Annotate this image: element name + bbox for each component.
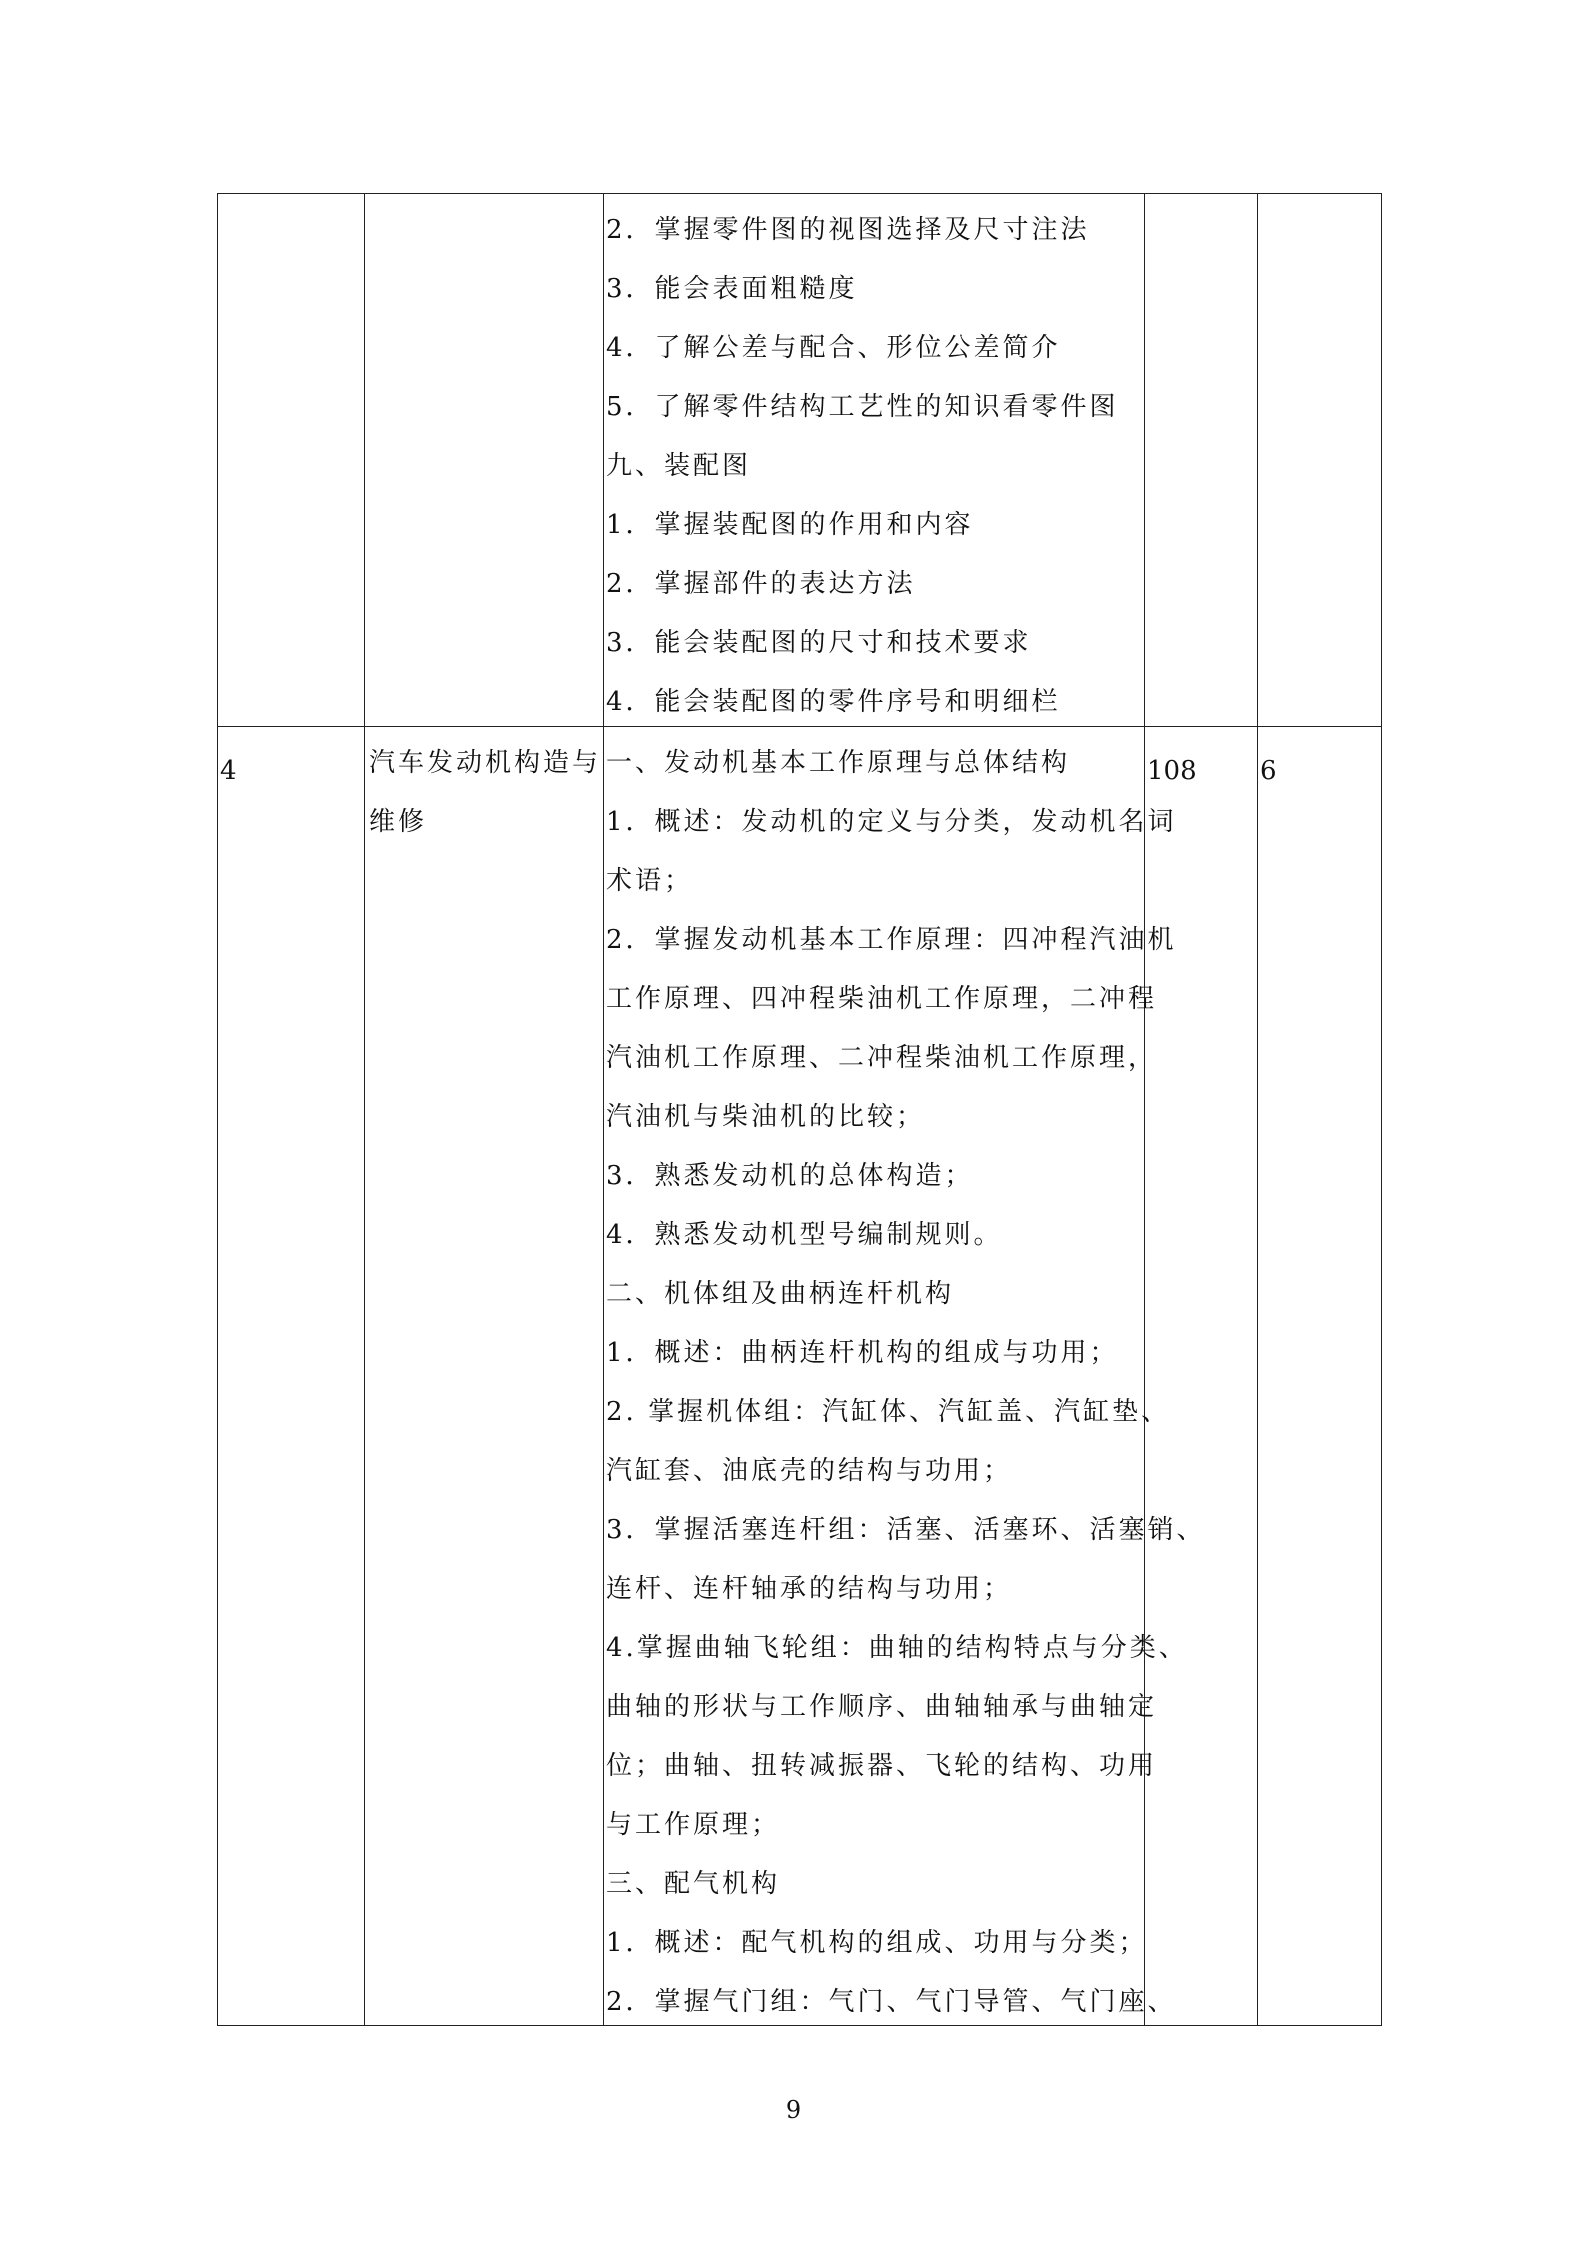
course-name-cell (365, 194, 604, 727)
content-line: 2. 掌握机体组：汽缸体、汽缸盖、汽缸垫、 (606, 1397, 1171, 1427)
content-line: 2．掌握发动机基本工作原理：四冲程汽油机 (606, 925, 1177, 955)
hours-cell: 108 (1145, 727, 1258, 2026)
course-name-line: 维修 (369, 807, 428, 837)
table-row (218, 727, 1382, 2026)
course-content-cell (604, 194, 1145, 727)
content-line: 位；曲轴、扭转减振器、飞轮的结构、功用 (606, 1751, 1158, 1781)
content-line: 与工作原理； (606, 1810, 781, 1840)
hours-cell (1145, 194, 1258, 727)
content-line: 3．掌握活塞连杆组：活塞、活塞环、活塞销、 (606, 1515, 1206, 1545)
content-line: 4．能会装配图的零件序号和明细栏 (606, 687, 1061, 717)
content-line: 1．概述：曲柄连杆机构的组成与功用； (606, 1338, 1119, 1368)
content-line: 1．概述：配气机构的组成、功用与分类； (606, 1928, 1148, 1958)
content-line: 三、配气机构 (606, 1869, 781, 1899)
content-line: 4．了解公差与配合、形位公差简介 (606, 333, 1061, 363)
content-line: 3．能会表面粗糙度 (606, 274, 858, 304)
content-line: 2．掌握部件的表达方法 (606, 569, 916, 599)
table-row (218, 194, 1382, 727)
content-line: 2．掌握气门组：气门、气门导管、气门座、 (606, 1987, 1177, 2017)
content-line: 4．熟悉发动机型号编制规则。 (606, 1220, 1003, 1250)
content-line: 1．掌握装配图的作用和内容 (606, 510, 974, 540)
content-line: 4.掌握曲轴飞轮组：曲轴的结构特点与分类、 (606, 1633, 1188, 1663)
content-line: 2．掌握零件图的视图选择及尺寸注法 (606, 215, 1090, 245)
row-number-cell: 4 (218, 727, 365, 2026)
content-line: 术语； (606, 866, 694, 896)
content-line: 5．了解零件结构工艺性的知识看零件图 (606, 392, 1119, 422)
content-line: 九、装配图 (606, 451, 752, 481)
content-line: 工作原理、四冲程柴油机工作原理，二冲程 (606, 984, 1158, 1014)
content-line: 汽缸套、油底壳的结构与功用； (606, 1456, 1013, 1486)
credits-cell: 6 (1258, 727, 1382, 2026)
content-line: 3．能会装配图的尺寸和技术要求 (606, 628, 1032, 658)
content-line: 一、发动机基本工作原理与总体结构 (606, 748, 1071, 778)
curriculum-table (217, 193, 1382, 2026)
content-line: 汽油机工作原理、二冲程柴油机工作原理， (606, 1043, 1158, 1073)
course-name-line: 汽车发动机构造与 (369, 748, 602, 778)
content-line: 汽油机与柴油机的比较； (606, 1102, 926, 1132)
content-line: 二、机体组及曲柄连杆机构 (606, 1279, 955, 1309)
content-line: 3．熟悉发动机的总体构造； (606, 1161, 974, 1191)
credits-cell (1258, 194, 1382, 727)
content-line: 曲轴的形状与工作顺序、曲轴轴承与曲轴定 (606, 1692, 1158, 1722)
content-line: 连杆、连杆轴承的结构与功用； (606, 1574, 1013, 1604)
course-name-cell (365, 727, 604, 2026)
content-line: 1．概述：发动机的定义与分类，发动机名词 (606, 807, 1177, 837)
page-number: 9 (785, 2096, 802, 2124)
row-number-cell (218, 194, 365, 727)
